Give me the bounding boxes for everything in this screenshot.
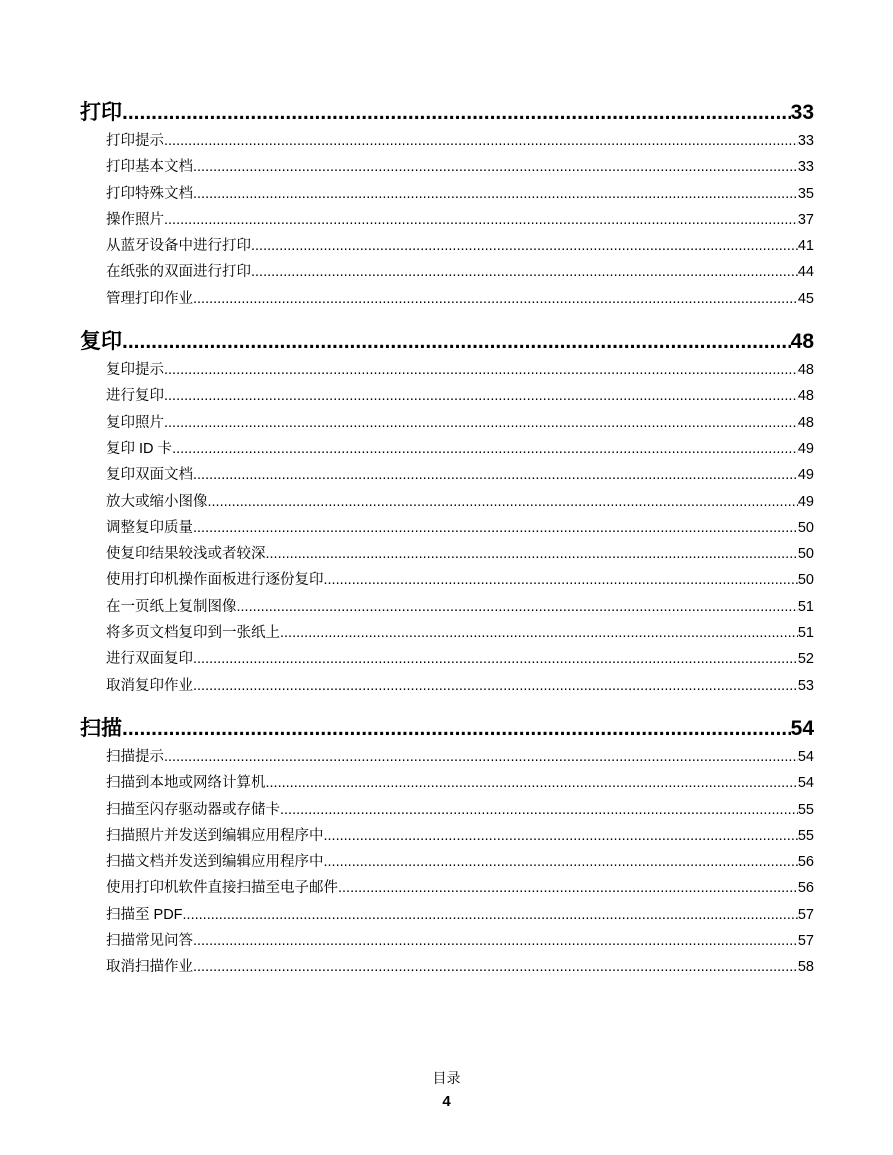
dot-leader	[183, 902, 798, 928]
entry-page-number: 35	[797, 185, 814, 202]
dot-leader	[338, 875, 798, 901]
dot-leader	[324, 823, 798, 849]
dot-leader	[164, 128, 798, 154]
footer-label: 目录	[432, 1070, 461, 1086]
toc-entry[interactable]	[106, 849, 814, 875]
entry-title: 操作照片	[106, 211, 164, 228]
toc-entry[interactable]	[106, 357, 814, 383]
table-of-contents	[0, 96, 893, 994]
entry-page-number: 37	[797, 211, 814, 228]
entry-title: 取消扫描作业	[106, 959, 193, 976]
section-title: 复印	[80, 330, 122, 354]
entry-page-number: 48	[797, 362, 814, 379]
entry-page-number: 54	[797, 748, 814, 765]
entry-title: 复印双面文档	[106, 467, 193, 484]
section-heading[interactable]	[80, 712, 814, 745]
dot-leader	[193, 954, 798, 980]
dot-leader	[251, 259, 798, 285]
entry-page-number: 55	[797, 801, 814, 818]
entry-page-number: 48	[797, 414, 814, 431]
entry-page-number: 41	[797, 238, 814, 255]
dot-leader	[324, 849, 798, 875]
entry-title: 从蓝牙设备中进行打印	[106, 238, 251, 255]
dot-leader	[193, 673, 798, 699]
toc-entry[interactable]	[106, 797, 814, 823]
toc-entry[interactable]	[106, 875, 814, 901]
section-heading[interactable]	[80, 325, 814, 358]
toc-entry[interactable]	[106, 770, 814, 796]
entry-title: 扫描照片并发送到编辑应用程序中	[106, 827, 324, 844]
section-page-number: 48	[790, 330, 814, 354]
entry-page-number: 56	[797, 880, 814, 897]
entry-page-number: 49	[797, 467, 814, 484]
dot-leader	[164, 207, 798, 233]
entry-title: 管理打印作业	[106, 290, 193, 307]
entry-page-number: 48	[797, 388, 814, 405]
toc-section-copy	[0, 325, 893, 699]
toc-entry[interactable]	[106, 181, 814, 207]
entry-page-number: 33	[797, 159, 814, 176]
dot-leader	[193, 928, 798, 954]
toc-entry[interactable]	[106, 515, 814, 541]
entry-title: 使复印结果较浅或者较深	[106, 546, 266, 563]
entry-page-number: 57	[797, 933, 814, 950]
entry-page-number: 57	[797, 906, 814, 923]
entry-title: 扫描到本地或网络计算机	[106, 775, 266, 792]
entry-page-number: 56	[797, 854, 814, 871]
toc-entry[interactable]	[106, 954, 814, 980]
entry-page-number: 49	[797, 440, 814, 457]
entry-title: 使用打印机操作面板进行逐份复印	[106, 572, 324, 589]
entry-title: 复印提示	[106, 362, 164, 379]
dot-leader	[122, 325, 791, 358]
entry-title: 进行双面复印	[106, 651, 193, 668]
entry-title: 在纸张的双面进行打印	[106, 264, 251, 281]
dot-leader	[122, 96, 791, 129]
toc-entry[interactable]	[106, 436, 814, 462]
dot-leader	[164, 383, 798, 409]
toc-entry[interactable]	[106, 207, 814, 233]
entry-page-number: 52	[797, 651, 814, 668]
dot-leader	[193, 154, 798, 180]
toc-entry[interactable]	[106, 594, 814, 620]
entry-title: 进行复印	[106, 388, 164, 405]
section-page-number: 54	[790, 716, 814, 740]
entry-page-number: 55	[797, 827, 814, 844]
entry-title: 扫描提示	[106, 748, 164, 765]
dot-leader	[193, 181, 798, 207]
entry-title: 复印照片	[106, 414, 164, 431]
entry-title: 扫描至闪存驱动器或存储卡	[106, 801, 280, 818]
toc-entry[interactable]	[106, 259, 814, 285]
entry-title: 打印特殊文档	[106, 185, 193, 202]
entry-title: 取消复印作业	[106, 677, 193, 694]
toc-section-print	[0, 96, 893, 312]
entry-page-number: 50	[797, 519, 814, 536]
toc-section-scan	[0, 712, 893, 981]
toc-entry[interactable]	[106, 902, 814, 928]
entry-title: 打印基本文档	[106, 159, 193, 176]
dot-leader	[164, 357, 798, 383]
toc-entry[interactable]	[106, 383, 814, 409]
toc-entry[interactable]	[106, 567, 814, 593]
entry-page-number: 53	[797, 677, 814, 694]
dot-leader	[237, 594, 798, 620]
entry-page-number: 44	[797, 264, 814, 281]
entry-title: 扫描文档并发送到编辑应用程序中	[106, 854, 324, 871]
toc-entry[interactable]	[106, 128, 814, 154]
entry-page-number: 51	[797, 598, 814, 615]
section-heading[interactable]	[80, 96, 814, 129]
entry-title: 将多页文档复印到一张纸上	[106, 625, 280, 642]
section-title: 打印	[80, 101, 122, 124]
entry-title: 调整复印质量	[106, 519, 193, 536]
entry-page-number: 58	[797, 959, 814, 976]
section-title: 扫描	[80, 716, 122, 740]
toc-entry[interactable]	[106, 823, 814, 849]
dot-leader	[122, 712, 791, 745]
dot-leader	[193, 286, 798, 312]
entry-title: 使用打印机软件直接扫描至电子邮件	[106, 880, 338, 897]
dot-leader	[172, 436, 798, 462]
dot-leader	[280, 797, 798, 823]
entry-page-number: 54	[797, 775, 814, 792]
toc-entry[interactable]	[106, 646, 814, 672]
entry-title: 放大或缩小图像	[106, 493, 208, 510]
toc-entry[interactable]	[106, 233, 814, 259]
toc-entry[interactable]	[106, 286, 814, 312]
dot-leader	[324, 567, 798, 593]
section-page-number: 33	[790, 101, 814, 124]
toc-entry[interactable]	[106, 620, 814, 646]
entry-title: 复印 ID 卡	[106, 440, 173, 457]
dot-leader	[208, 489, 798, 515]
dot-leader	[266, 770, 798, 796]
toc-entry[interactable]	[106, 928, 814, 954]
toc-entry[interactable]	[106, 673, 814, 699]
entry-page-number: 49	[797, 493, 814, 510]
toc-entry[interactable]	[106, 541, 814, 567]
footer-page-number: 4	[442, 1093, 451, 1110]
toc-entry[interactable]	[106, 744, 814, 770]
entry-title: 打印提示	[106, 133, 164, 149]
dot-leader	[193, 462, 798, 488]
toc-entry[interactable]	[106, 462, 814, 488]
entry-page-number: 45	[797, 290, 814, 307]
toc-entry[interactable]	[106, 410, 814, 436]
dot-leader	[280, 620, 798, 646]
entry-title: 扫描至 PDF	[106, 906, 183, 923]
dot-leader	[266, 541, 798, 567]
entry-page-number: 33	[797, 133, 814, 149]
dot-leader	[164, 744, 798, 770]
dot-leader	[251, 233, 798, 259]
entry-page-number: 51	[797, 625, 814, 642]
dot-leader	[193, 515, 798, 541]
entry-page-number: 50	[797, 546, 814, 563]
entry-title: 在一页纸上复制图像	[106, 598, 237, 615]
entry-title: 扫描常见问答	[106, 933, 193, 950]
dot-leader	[164, 410, 798, 436]
entry-page-number: 50	[797, 572, 814, 589]
toc-entry[interactable]	[106, 154, 814, 180]
dot-leader	[193, 646, 798, 672]
toc-entry[interactable]	[106, 489, 814, 515]
